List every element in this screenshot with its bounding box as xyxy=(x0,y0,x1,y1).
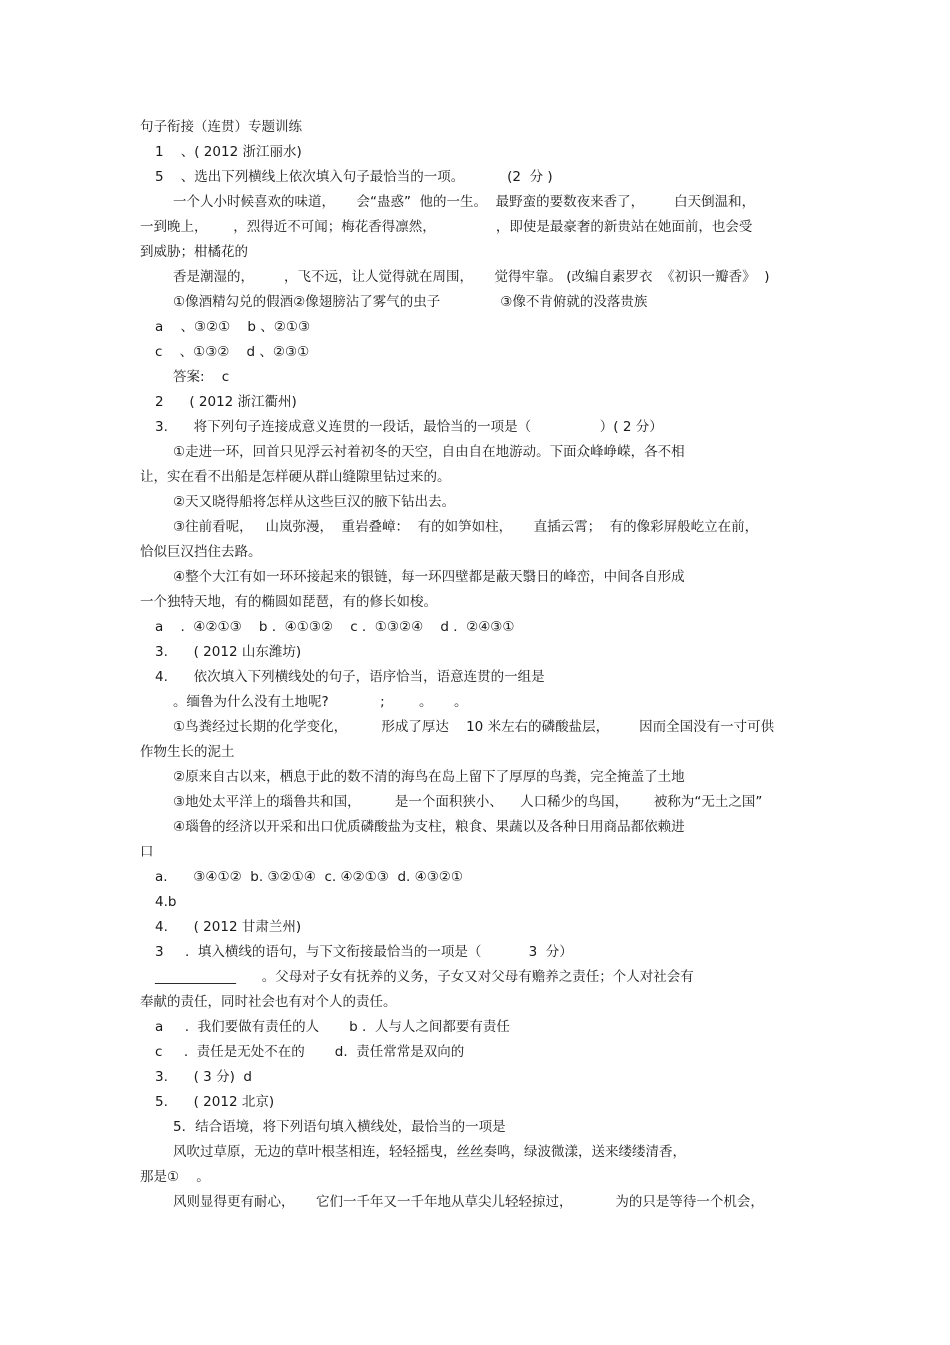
text-line: 。缅鲁为什么没有土地呢? ; 。 。 xyxy=(173,694,468,710)
text-line: 5 、选出下列横线上依次填入句子最恰当的一项。 (2 分 ) xyxy=(155,169,553,185)
text-line: 5. ( 2012 北京) xyxy=(155,1094,275,1110)
text-line: 1 、( 2012 浙江丽水) xyxy=(155,144,302,160)
text-line: ____________ 。父母对子女有抚养的义务，子女又对父母有赡养之责任；个人对社会有 xyxy=(155,969,694,985)
text-line: ①走进一环，回首只见浮云衬着初冬的天空，自由自在地游动。下面众峰峥嵘，各不相 xyxy=(173,444,685,460)
text-line: 4. ( 2012 甘肃兰州) xyxy=(155,919,302,935)
text-line: ②原来自古以来，栖息于此的数不清的海鸟在岛上留下了厚厚的鸟粪，完全掩盖了土地 xyxy=(173,769,685,785)
text-line: 作物生长的泥土 xyxy=(140,744,235,760)
option-line: a. ③④①② b. ③②①④ c. ④②①③ d. ④③②① xyxy=(155,869,464,885)
text-line: 风吹过草原，无边的草叶根茎相连，轻轻摇曳，丝丝奏鸣，绿波微漾，送来缕缕清香， xyxy=(173,1144,686,1160)
text-line: 香是潮湿的， ，飞不远，让人觉得就在周围， 觉得牢靠。 (改编自素罗衣 《初识一瓣香》 ) xyxy=(173,269,770,285)
text-line: 3 . 填入横线的语句，与下文衔接最恰当的一项是（ 3 分） xyxy=(155,944,573,960)
option-line: c 、①③② d 、②③① xyxy=(155,344,310,360)
document-title: 句子衔接（连贯）专题训练 xyxy=(140,119,302,135)
option-line: c . 责任是无处不在的 d. 责任常常是双向的 xyxy=(155,1044,465,1060)
text-line: 让，实在看不出船是怎样硬从群山缝隙里钻过来的。 xyxy=(140,469,451,485)
answer-line: 答案: c xyxy=(173,369,230,385)
answer-line: 4.b xyxy=(155,894,177,910)
text-line: 3. ( 2012 山东潍坊) xyxy=(155,644,302,660)
text-line: ③往前看呢， 山岚弥漫， 重岩叠嶂： 有的如笋如柱， 直插云霄； 有的像彩屏般屹立在前， xyxy=(173,519,759,535)
text-line: 5．结合语境，将下列语句填入横线处，最恰当的一项是 xyxy=(173,1119,506,1135)
text-line: 4. 依次填入下列横线处的句子，语序恰当，语意连贯的一组是 xyxy=(155,669,545,685)
text-line: 一个人小时候喜欢的味道， 会“蛊惑” 他的一生。 最野蛮的要数夜来香了， 白天倒温和， xyxy=(173,194,756,210)
text-line: ①像酒精勾兑的假酒②像翅膀沾了雾气的虫子 ③像不肯俯就的没落贵族 xyxy=(173,294,648,310)
text-line: ②天又晓得船将怎样从这些巨汉的腋下钻出去。 xyxy=(173,494,456,510)
option-line: a . ④②①③ b . ④①③② c . ①③②④ d . ②④③① xyxy=(155,619,515,635)
text-line: ①鸟粪经过长期的化学变化， 形成了厚达 10 米左右的磷酸盐层， 因而全国没有一寸可供 xyxy=(173,719,775,735)
text-line: 恰似巨汉挡住去路。 xyxy=(140,544,262,560)
text-line: 到威胁；柑橘花的 xyxy=(140,244,248,260)
option-line: a . 我们要做有责任的人 b . 人与人之间都要有责任 xyxy=(155,1019,510,1035)
option-line: a 、③②① b 、②①③ xyxy=(155,319,311,335)
text-line: 口 xyxy=(140,844,154,860)
text-line: ③地处太平洋上的瑙鲁共和国， 是一个面积狭小、 人口稀少的鸟国， 被称为“无土之国” xyxy=(173,794,763,810)
text-line: 那是① 。 xyxy=(140,1169,210,1185)
text-line: ④整个大江有如一环环接起来的银链，每一环四壁都是蔽天翳日的峰峦，中间各自形成 xyxy=(173,569,685,585)
text-line: 2 ( 2012 浙江衢州) xyxy=(155,394,297,410)
text-line: 一个独特天地，有的椭圆如琵琶，有的修长如梭。 xyxy=(140,594,437,610)
text-line: ④瑙鲁的经济以开采和出口优质磷酸盐为支柱，粮食、果蔬以及各种日用商品都依赖进 xyxy=(173,819,685,835)
text-line: 一到晚上， ，烈得近不可闻；梅花香得凛然， ，即使是最豪奢的新贵站在她面前，也会受 xyxy=(140,219,753,235)
text-line: 奉献的责任，同时社会也有对个人的责任。 xyxy=(140,994,397,1010)
text-line: 风则显得更有耐心， 它们一千年又一千年地从草尖儿轻轻掠过， 为的只是等待一个机会， xyxy=(173,1194,764,1210)
text-line: 3. 将下列句子连接成意义连贯的一段话，最恰当的一项是（ ）( 2 分） xyxy=(155,419,663,435)
answer-line: 3. ( 3 分) d xyxy=(155,1069,252,1085)
